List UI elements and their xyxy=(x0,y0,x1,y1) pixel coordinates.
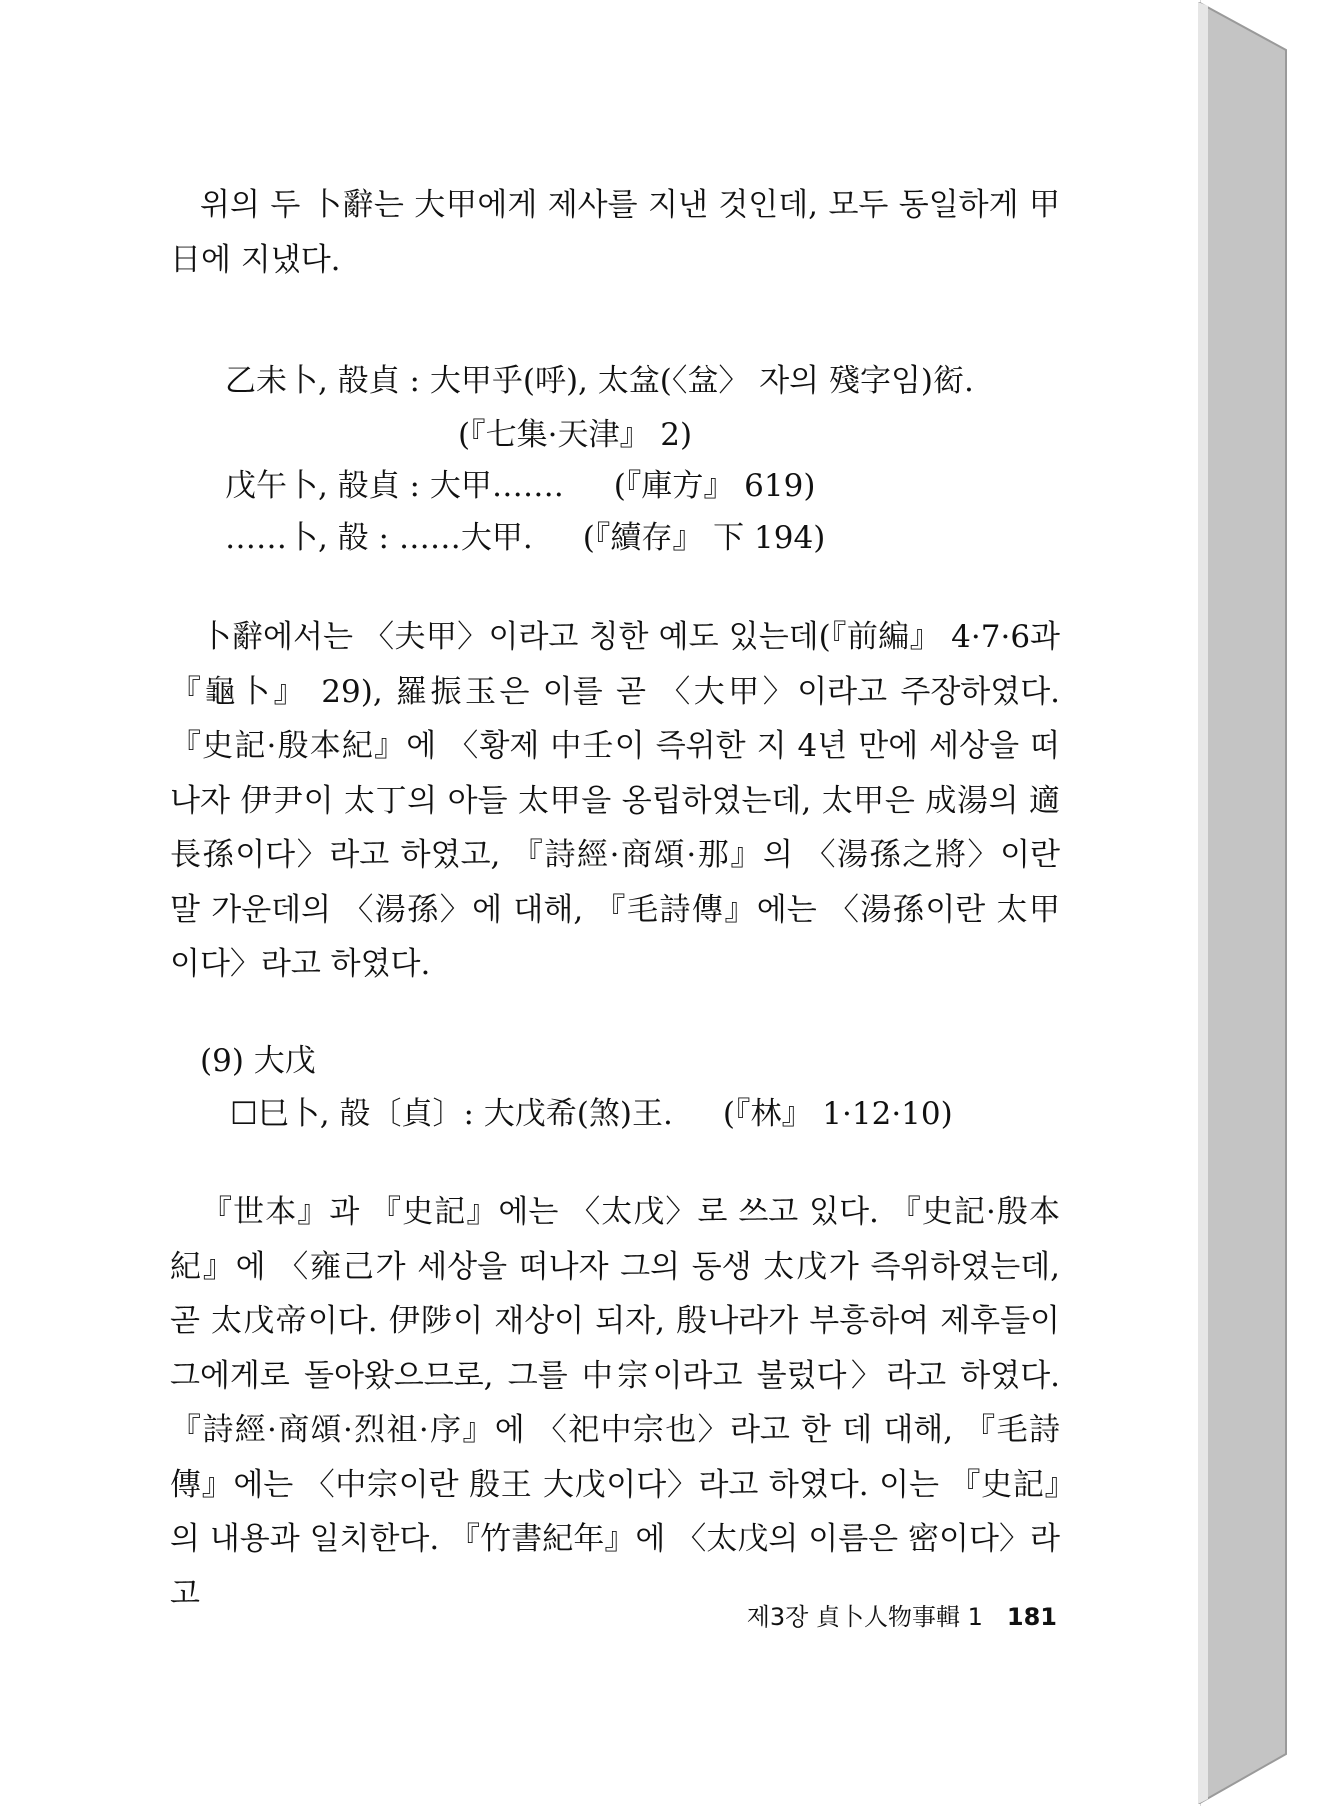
page-footer xyxy=(747,1597,1057,1632)
inscription-line-1-source: (『七集·天津』 2) xyxy=(458,417,693,453)
inscription-line-1: 乙未卜, 㱿貞 : 大甲乎(呼), 太㿽(〈㿽〉 자의 殘字임)衒. xyxy=(225,363,974,399)
section-heading: (9) 大戊 xyxy=(200,1043,316,1079)
inscription-line-2: 戊午卜, 㱿貞 : 大甲……. (『庫方』 619) xyxy=(225,468,816,504)
book-page-edge xyxy=(1198,2,1288,1804)
paragraph-2: 卜辭에서는 〈夫甲〉이라고 칭한 예도 있는데(『前編』 4·7·6과 『龜卜』 29), 羅振玉은 이를 곧 〈大甲〉이라고 주장하였다. 『史記·殷本紀』에 〈황제 中壬이 즉위한 지 4년 만에 세상을 떠나자 伊尹이 太丁의 아들 太甲을 옹립하였는데, 太甲은 成湯의 適長孫이다〉라고 하였고, 『詩經·商頌·那』의 〈湯孫之將〉이란 말 가운데의 〈湯孫〉에 대해, 『毛詩傳』에는 〈湯孫이란 太甲이다〉라고 하였다. xyxy=(170,619,1060,982)
paragraph-3: 『世本』과 『史記』에는 〈太戊〉로 쓰고 있다. 『史記·殷本紀』에 〈雍己가 세상을 떠나자 그의 동생 太戊가 즉위하였는데, 곧 太戊帝이다. 伊陟이 재상이 되자, 殷나라가 부흥하여 제후들이 그에게로 돌아왔으므로, 그를 中宗이라고 불렀다〉라고 하였다. 『詩經·商頌·烈祖·序』에 〈祀中宗也〉라고 한 데 대해, 『毛詩傳』에는 〈中宗이란 殷王 大戊이다〉라고 하였다. 이는 『史記』의 내용과 일치한다. 『竹書紀年』에 〈太戊의 이름은 密이다〉라고 xyxy=(170,1194,1060,1612)
section-inscription: ☐巳卜, 㱿〔貞〕: 大戊希(煞)王. (『林』 1·12·10) xyxy=(230,1096,953,1132)
inscription-line-3: ……卜, 㱿 : ……大甲. (『續存』 下 194) xyxy=(225,520,826,556)
paragraph-1: 위의 두 卜辭는 大甲에게 제사를 지낸 것인데, 모두 동일하게 甲日에 지냈다. xyxy=(170,187,1060,278)
page-number: 181 xyxy=(1006,1603,1057,1631)
running-head: 제3장 貞卜人物事輯 1 xyxy=(746,1603,983,1631)
